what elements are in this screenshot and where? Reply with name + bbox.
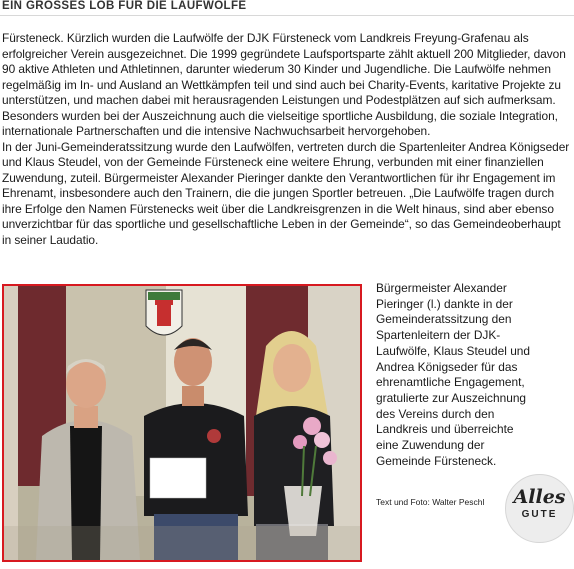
logo-line-1: Alles — [513, 486, 566, 508]
coat-of-arms-icon — [146, 290, 182, 335]
article-heading: EIN GROSSES LOB FÜR DIE LAUFWÖLFE — [2, 0, 247, 12]
logo-line-2: GUTE — [521, 509, 558, 520]
photo-credit: Text und Foto: Walter Peschl — [376, 497, 485, 507]
heading-divider — [0, 15, 574, 16]
article-paragraph-2: In der Juni-Gemeinderatssitzung wurde den Laufwölfen, vertreten durch die Spartenleiter Andrea Königseder und Klaus Steudel, von der Gemeinde Fürsteneck eine weitere Ehrung, verbunden mit einer finanziellen Zuwendung, zuteil. Bürgermeister Alexander Pieringer dankte den Verantwortlichen für ihr Engagement im Ehrenamt, insbesondere auch den Trainern, die die jungen Sportler betreuen. „Die Laufwölfe tragen durch ihre Erfolge den Namen Fürstenecks weit über die Landkreisgrenzen in die Welt hinaus, sind aber ebenso unverzichtbar für das sportliche und gesellschaftliche Leben in der Gemeinde“, so das Gemeindeoberhaupt in seiner Laudatio. — [2, 139, 570, 247]
alles-gute-logo — [505, 474, 574, 543]
photo-caption: Bürgermeister Alexander Pieringer (l.) dankte in der Gemeinderatssitzung den Spartenleitern der DJK-Laufwölfe, Klaus Steudel und Andrea Königseder für das ehrenamtliche Engagement, gratulierte zur Auszeichnung des Vereins durch den Landkreis und überreichte eine Zuwendung der Gemeinde Fürsteneck. — [376, 281, 531, 468]
article-body — [2, 31, 570, 248]
group-photo-illustration — [4, 286, 360, 560]
article-photo — [2, 284, 362, 562]
article-paragraph-1: Fürsteneck. Kürzlich wurden die Laufwölfe der DJK Fürsteneck vom Landkreis Freyung-Grafenau als erfolgreicher Verein ausgezeichnet. Die 1999 gegründete Laufsportsparte zählt aktuell 200 Mitglieder, davon 90 aktive Athleten und Athletinnen, darunter wiederum 30 Kinder und Jugendliche. Die Laufwölfe nehmen regelmäßig im In- und Ausland an Wettkämpfen teil und sind auch bei Charity-Events, karitative Projekte zu unterstützen, und machen dabei mit herausragenden Leistungen und Podestplätzen auf sich aufmerksam. Besonders wurden bei der Auszeichnung auch die vielseitige sportliche Ausbildung, die soziale Integration, internationale Partnerschaften und die intensive Nachwuchsarbeit hervorgehoben. — [2, 31, 566, 138]
